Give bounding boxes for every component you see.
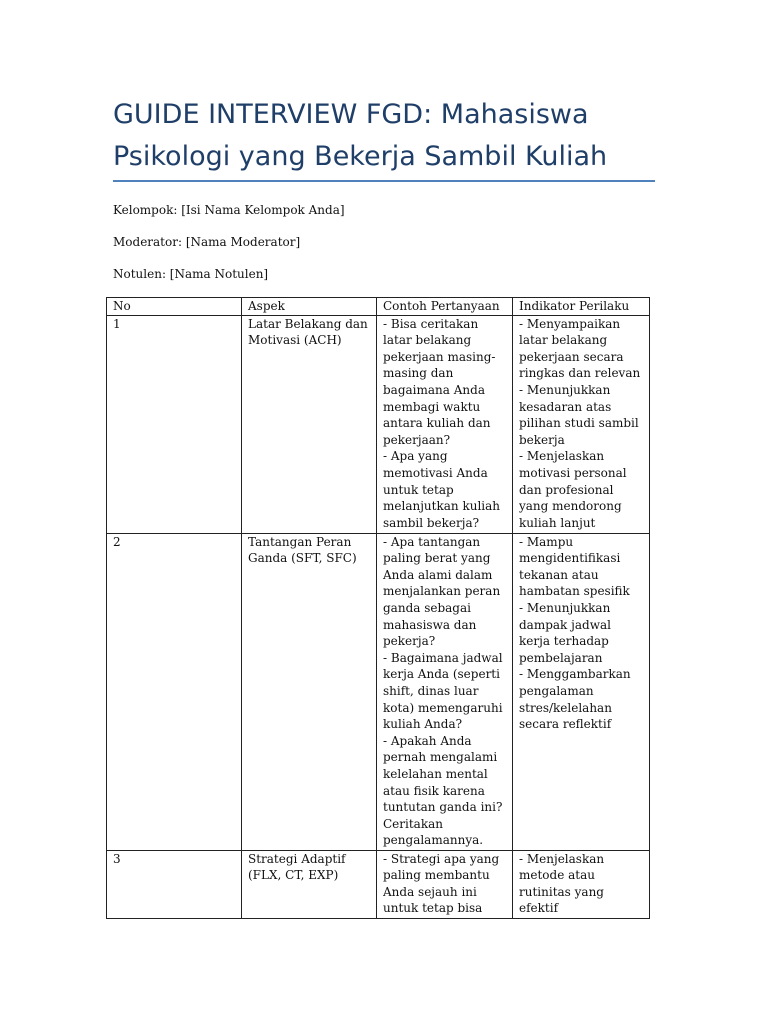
interview-guide-table (106, 297, 650, 919)
header-contoh-pertanyaan: Contoh Pertanyaan (377, 298, 513, 316)
table-header-row (107, 298, 650, 316)
row-number: 1 (107, 315, 242, 533)
cell-line: - Apa tantangan paling berat yang Anda alami dalam menjalankan peran ganda sebagai mahasiswa dan pekerja? (383, 534, 501, 649)
header-indikator-perilaku: Indikator Perilaku (513, 298, 650, 316)
document-title: GUIDE INTERVIEW FGD: Mahasiswa Psikologi yang Bekerja Sambil Kuliah (113, 99, 608, 172)
cell-line: - Menyampaikan latar belakang pekerjaan secara ringkas dan relevan (519, 316, 641, 381)
row-indikator (513, 850, 650, 918)
table-row (107, 315, 650, 533)
cell-line: - Strategi apa yang paling membantu Anda sejauh ini untuk tetap bisa (383, 851, 500, 916)
table-row (107, 533, 650, 850)
title-underline (113, 180, 655, 182)
cell-line: - Apa yang memotivasi Anda untuk tetap melanjutkan kuliah sambil bekerja? (383, 449, 500, 530)
cell-line: - Menjelaskan motivasi personal dan profesional yang mendorong kuliah lanjut (519, 449, 627, 530)
row-aspek: Strategi Adaptif (FLX, CT, EXP) (242, 850, 377, 918)
moderator-line: Moderator: [Nama Moderator] (113, 235, 301, 249)
row-aspek: Tantangan Peran Ganda (SFT, SFC) (242, 533, 377, 850)
row-pertanyaan (377, 850, 513, 918)
row-indikator (513, 315, 650, 533)
cell-line: - Bisa ceritakan latar belakang pekerjaan masing-masing dan bagaimana Anda membagi waktu antara kuliah dan pekerjaan? (383, 316, 496, 447)
cell-line: - Menunjukkan kesadaran atas pilihan studi sambil bekerja (519, 382, 639, 447)
row-indikator (513, 533, 650, 850)
notulen-line: Notulen: [Nama Notulen] (113, 267, 269, 281)
row-pertanyaan (377, 533, 513, 850)
row-number: 2 (107, 533, 242, 850)
kelompok-line: Kelompok: [Isi Nama Kelompok Anda] (113, 203, 345, 217)
row-pertanyaan (377, 315, 513, 533)
header-aspek: Aspek (242, 298, 377, 316)
cell-line: - Menggambarkan pengalaman stres/kelelahan secara reflektif (519, 667, 631, 732)
cell-line: - Bagaimana jadwal kerja Anda (seperti shift, dinas luar kota) memengaruhi kuliah Anda? (383, 650, 503, 732)
table-row (107, 850, 650, 918)
cell-line: - Menunjukkan dampak jadwal kerja terhadap pembelajaran (519, 600, 611, 665)
row-number: 3 (107, 850, 242, 918)
cell-line: - Mampu mengidentifikasi tekanan atau hambatan spesifik (519, 534, 630, 599)
cell-line: - Apakah Anda pernah mengalami kelelahan mental atau fisik karena tuntutan ganda ini? Ceritakan pengalamannya. (383, 733, 503, 848)
header-no: No (107, 298, 242, 316)
cell-line: - Menjelaskan metode atau rutinitas yang efektif (519, 851, 605, 916)
row-aspek: Latar Belakang dan Motivasi (ACH) (242, 315, 377, 533)
